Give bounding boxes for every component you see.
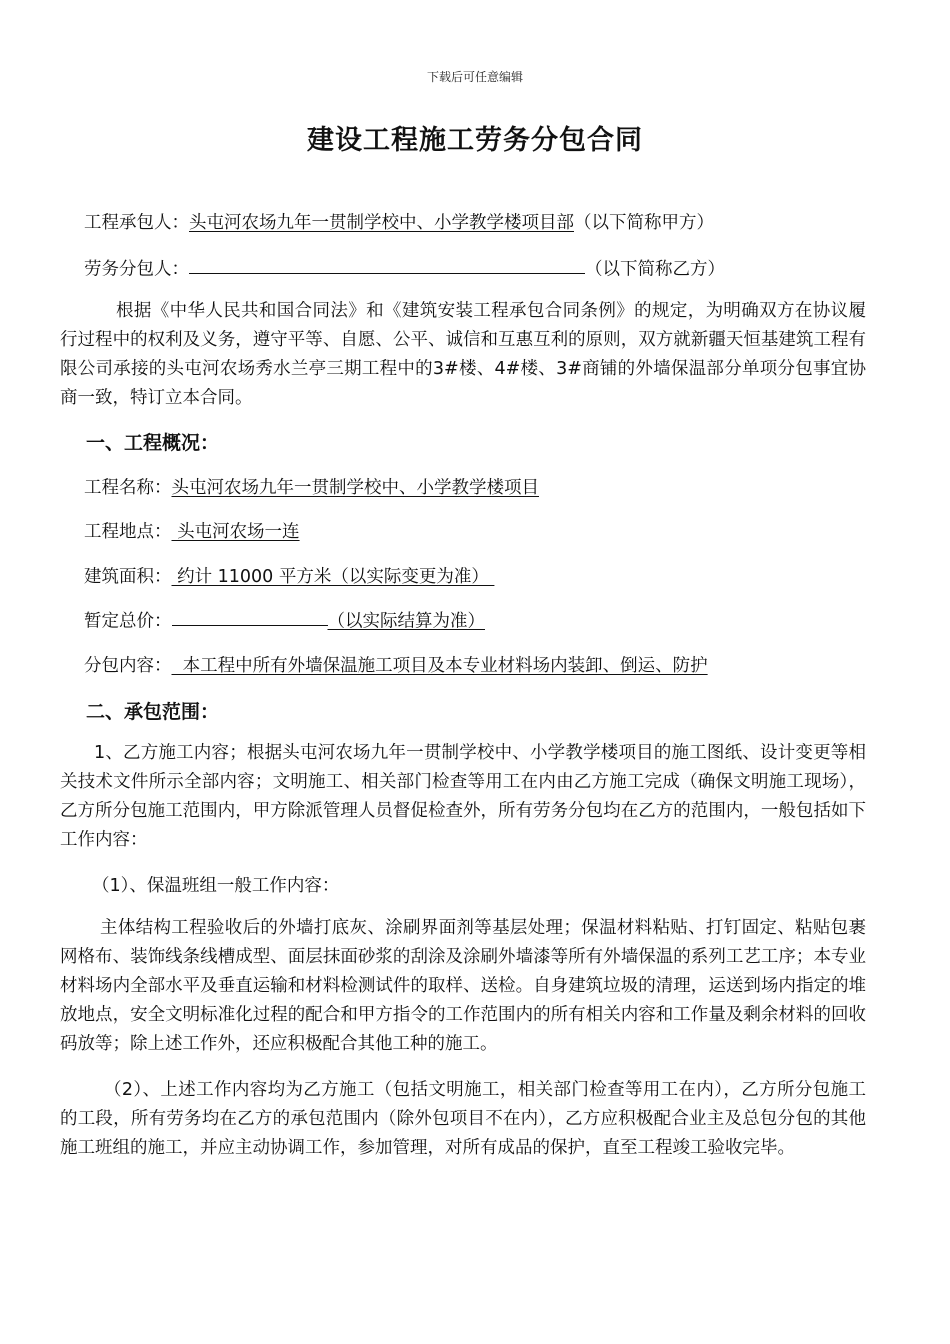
- project-name-line: [84, 474, 539, 499]
- building-area-label: 建筑面积：: [84, 567, 172, 587]
- sub-item-1-heading: （1）、保温班组一般工作内容：: [92, 876, 340, 896]
- subcontractor-label: 劳务分包人：: [84, 259, 189, 280]
- scope-paragraph-1: 1、乙方施工内容；根据头屯河农场九年一贯制学校中、小学教学楼项目的施工图纸、设计变更等相关技术文件所示全部内容；文明施工、相关部门检查等用工在内由乙方施工完成（确保文明施工现场），乙方所分包施工范围内，甲方除派管理人员督促检查外，所有劳务分包均在乙方的范围内，一般包括如下工作内容：: [60, 743, 866, 850]
- project-name-value: 头屯河农场九年一贯制学校中、小学教学楼项目: [171, 478, 539, 498]
- project-name-label: 工程名称：: [84, 478, 172, 498]
- contractor-label: 工程承包人：: [84, 213, 189, 233]
- subcontract-content-label: 分包内容：: [84, 656, 172, 676]
- subcontractor-suffix: （以下简称乙方）: [585, 259, 725, 280]
- document-title: 建设工程施工劳务分包合同: [307, 125, 643, 156]
- subcontract-content-line: [84, 652, 708, 677]
- project-location-label: 工程地点：: [84, 522, 172, 542]
- project-location-value: 头屯河农场一连: [171, 522, 300, 542]
- building-area-line: [84, 563, 494, 588]
- contractor-suffix: （以下简称甲方）: [574, 213, 714, 233]
- subcontract-content-value: 本工程中所有外墙保温施工项目及本专业材料场内装卸、倒运、防护: [171, 656, 708, 676]
- building-area-value: 约计 11000 平方米（以实际变更为准）: [171, 567, 495, 587]
- section-1-heading: 一、工程概况：: [86, 432, 220, 454]
- provisional-price-value: （以实际结算为准）: [327, 611, 485, 632]
- intro-paragraph: 根据《中华人民共和国合同法》和《建筑安装工程承包合同条例》的规定，为明确双方在协议履行过程中的权利及义务，遵守平等、自愿、公平、诚信和互惠互利的原则，双方就新疆天恒基建筑工程有限公司承接的头屯河农场秀水兰亭三期工程中的3#楼、4#楼、3#商铺的外墙保温部分单项分包事宜协商一致，特订立本合同。: [60, 301, 866, 408]
- provisional-price-line: [84, 607, 485, 632]
- header-note: 下载后可任意编辑: [426, 70, 523, 84]
- subcontractor-blank: [189, 255, 585, 274]
- subcontractor-line: [84, 255, 725, 280]
- contractor-line: [84, 209, 714, 234]
- sub-item-1-body: 主体结构工程验收后的外墙打底灰、涂刷界面剂等基层处理；保温材料粘贴、打钉固定、粘贴包裹网格布、装饰线条线槽成型、面层抹面砂浆的刮涂及涂刷外墙漆等所有外墙保温的系列工艺工序；本专业材料场内全部水平及垂直运输和材料检测试件的取样、送检。自身建筑垃圾的清理，运送到场内指定的堆放地点，安全文明标准化过程的配合和甲方指令的工作范围内的所有相关内容和工作量及剩余材料的回收码放等；除上述工作外，还应积极配合其他工种的施工。: [60, 918, 866, 1054]
- project-location-line: [84, 518, 300, 543]
- section-2-heading: 二、承包范围：: [86, 701, 220, 723]
- contractor-value: 头屯河农场九年一贯制学校中、小学教学楼项目部: [189, 213, 574, 233]
- sub-item-2-body: （2）、上述工作内容均为乙方施工（包括文明施工，相关部门检查等用工在内），乙方所分包施工的工段，所有劳务均在乙方的承包范围内（除外包项目不在内），乙方应积极配合业主及总包分包的其他施工班组的施工，并应主动协调工作，参加管理，对所有成品的保护，直至工程竣工验收完毕。: [60, 1080, 866, 1158]
- provisional-price-blank: [172, 607, 328, 626]
- provisional-price-label: 暂定总价：: [84, 611, 172, 632]
